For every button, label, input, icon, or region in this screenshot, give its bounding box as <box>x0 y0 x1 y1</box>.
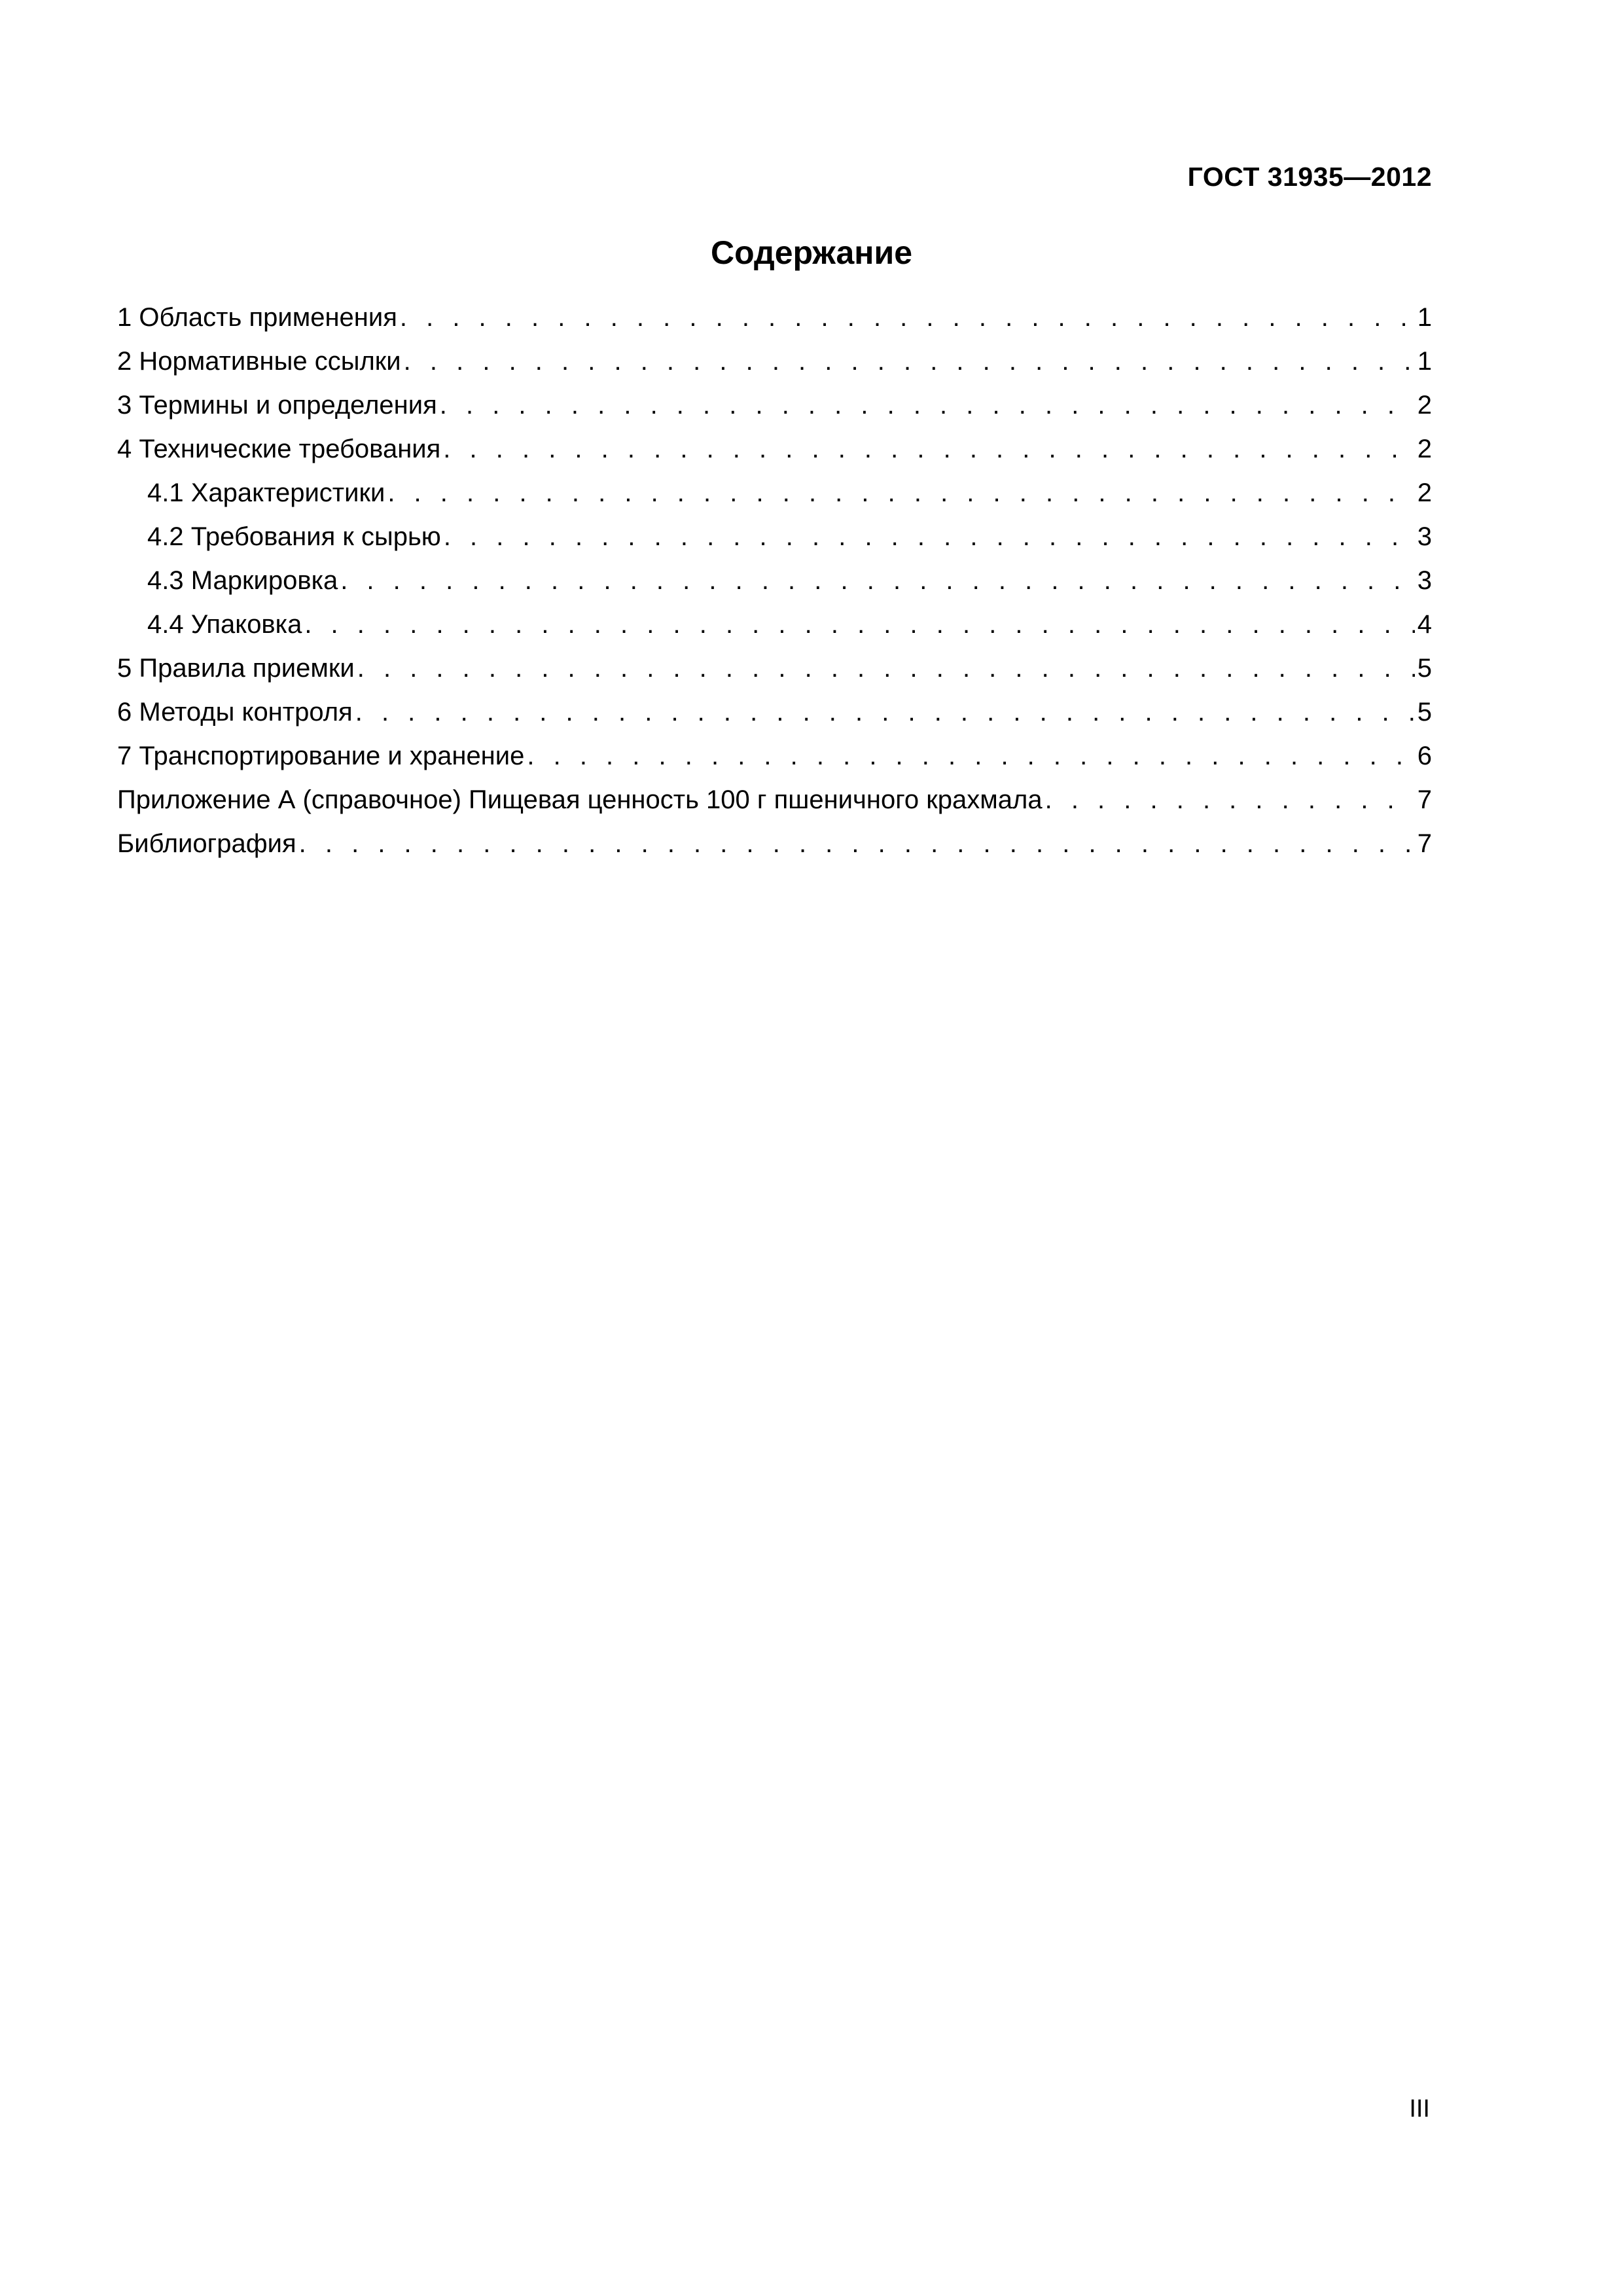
dot-leader <box>387 476 1414 509</box>
dot-leader <box>1045 783 1415 816</box>
toc-entry-page: 4 <box>1417 610 1432 639</box>
toc-entry-acceptance-rules[interactable] <box>117 652 1432 696</box>
dot-leader <box>400 301 1415 334</box>
toc-entry-label: 4.3 Маркировка <box>147 566 338 595</box>
toc-entry-page: 7 <box>1417 785 1432 814</box>
dot-leader <box>404 345 1415 378</box>
toc-entry-page: 2 <box>1417 391 1432 420</box>
toc-entry-terms[interactable] <box>117 389 1432 433</box>
toc-entry-scope[interactable] <box>117 301 1432 345</box>
dot-leader <box>355 696 1415 728</box>
toc-entry-label: 4.2 Требования к сырью <box>147 522 441 551</box>
toc-entry-raw-materials[interactable] <box>117 520 1432 564</box>
toc-entry-label: 4.1 Характеристики <box>147 478 385 507</box>
dot-leader <box>299 827 1415 860</box>
dot-leader <box>340 564 1415 597</box>
toc-entry-label: 7 Транспортирование и хранение <box>117 742 525 770</box>
toc-entry-label: Приложение А (справочное) Пищевая ценность 100 г пшеничного крахмала <box>117 785 1043 814</box>
toc-entry-label: 1 Область применения <box>117 303 397 332</box>
dot-leader <box>304 608 1414 641</box>
toc-entry-label: 3 Термины и определения <box>117 391 437 420</box>
dot-leader <box>444 520 1415 553</box>
toc-entry-bibliography[interactable] <box>117 827 1432 871</box>
toc-entry-label: 5 Правила приемки <box>117 654 355 683</box>
toc-entry-label: 6 Методы контроля <box>117 698 353 726</box>
page-number: III <box>1409 2095 1430 2123</box>
dot-leader <box>357 652 1415 685</box>
toc-entry-label: 2 Нормативные ссылки <box>117 347 401 376</box>
dot-leader <box>443 433 1414 465</box>
toc-entry-label: 4.4 Упаковка <box>147 610 302 639</box>
toc-entry-page: 1 <box>1417 347 1432 376</box>
dot-leader <box>440 389 1415 422</box>
dot-leader <box>527 740 1414 772</box>
toc-entry-page: 2 <box>1417 435 1432 463</box>
table-of-contents <box>117 301 1432 871</box>
toc-entry-page: 6 <box>1417 742 1432 770</box>
toc-entry-page: 2 <box>1417 478 1432 507</box>
toc-entry-page: 5 <box>1417 698 1432 726</box>
toc-entry-appendix-a[interactable] <box>117 783 1432 827</box>
toc-entry-marking[interactable] <box>117 564 1432 608</box>
toc-entry-label: 4 Технические требования <box>117 435 441 463</box>
toc-entry-page: 1 <box>1417 303 1432 332</box>
toc-entry-packaging[interactable] <box>117 608 1432 652</box>
toc-entry-technical-requirements[interactable] <box>117 433 1432 476</box>
toc-entry-page: 3 <box>1417 522 1432 551</box>
toc-entry-characteristics[interactable] <box>117 476 1432 520</box>
toc-entry-page: 5 <box>1417 654 1432 683</box>
toc-entry-transport-storage[interactable] <box>117 740 1432 783</box>
toc-entry-page: 3 <box>1417 566 1432 595</box>
toc-entry-normative-references[interactable] <box>117 345 1432 389</box>
toc-entry-page: 7 <box>1417 829 1432 858</box>
toc-entry-label: Библиография <box>117 829 296 858</box>
document-code: ГОСТ 31935—2012 <box>1187 162 1432 192</box>
toc-entry-test-methods[interactable] <box>117 696 1432 740</box>
toc-title: Содержание <box>710 234 913 271</box>
